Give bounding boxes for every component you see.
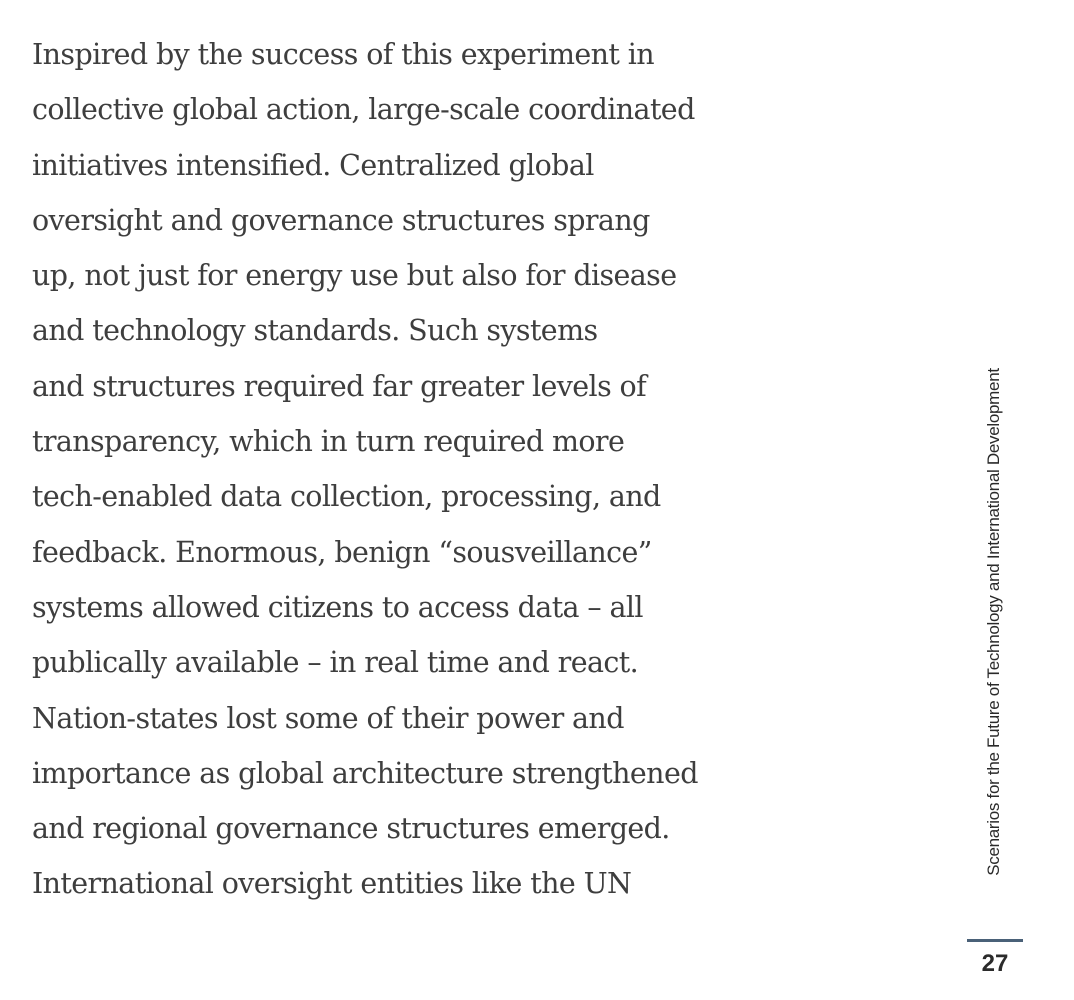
- text-line: transparency, which in turn required more: [32, 425, 625, 459]
- text-line: and regional governance structures emerged.: [32, 812, 670, 846]
- page-number: 27: [981, 950, 1009, 977]
- text-line: and structures required far greater levels of: [32, 369, 647, 403]
- folio-rule: [967, 939, 1023, 942]
- text-line: feedback. Enormous, benign “sousveillance”: [32, 535, 652, 569]
- text-line: oversight and governance structures sprang: [32, 203, 650, 237]
- text-line: Inspired by the success of this experiment in: [32, 38, 655, 71]
- text-line: importance as global architecture strengthened: [32, 756, 698, 790]
- text-line: up, not just for energy use but also for disease: [32, 259, 677, 293]
- text-line: systems allowed citizens to access data – all: [32, 590, 643, 624]
- text-line: initiatives intensified. Centralized global: [32, 148, 594, 182]
- text-line: collective global action, large-scale coordinated: [32, 93, 695, 127]
- running-title: Scenarios for the Future of Technology and International Development: [984, 368, 1003, 876]
- text-line: Nation-states lost some of their power and: [32, 701, 624, 735]
- text-line: International oversight entities like the UN: [32, 867, 632, 901]
- body-paragraph: [32, 27, 832, 912]
- text-line: publically available – in real time and react.: [32, 646, 639, 680]
- text-line: and technology standards. Such systems: [32, 314, 598, 348]
- text-line: tech-enabled data collection, processing, and: [32, 480, 661, 514]
